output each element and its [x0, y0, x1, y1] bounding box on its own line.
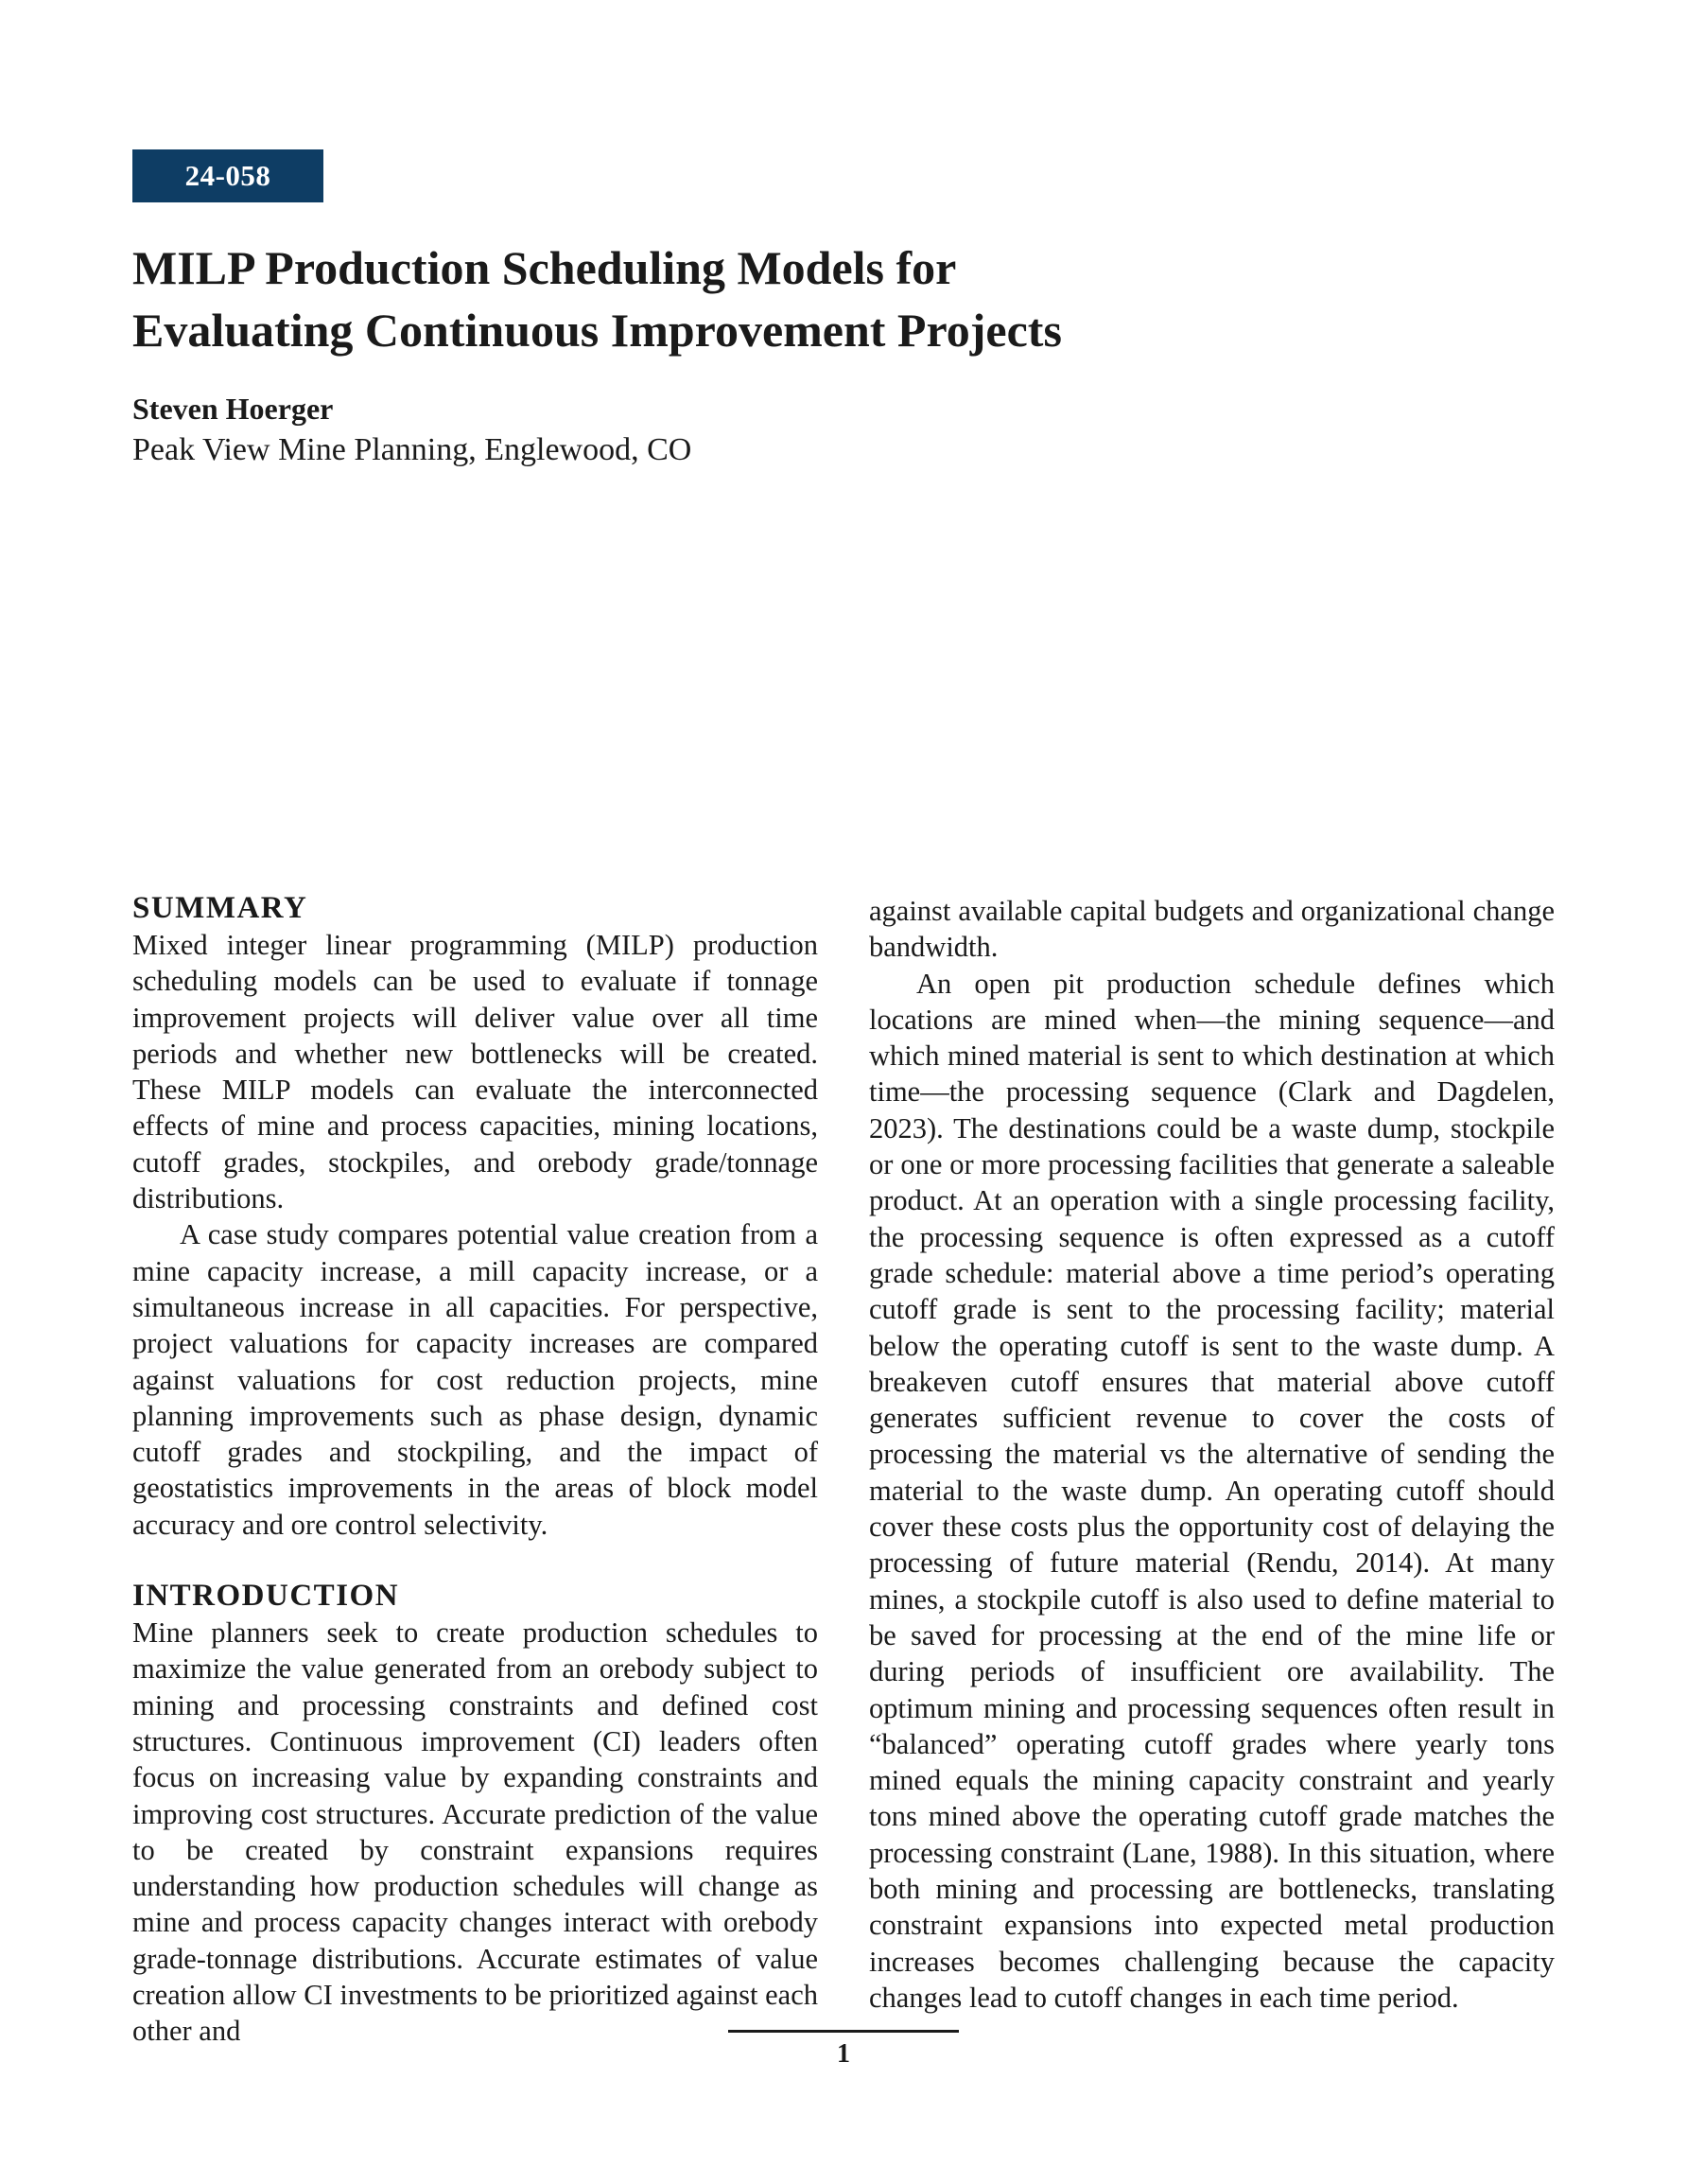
paper-number-badge: 24-058	[132, 149, 323, 202]
summary-heading: SUMMARY	[132, 891, 308, 925]
author-name: Steven Hoerger	[132, 392, 334, 426]
paper-title-line-1: MILP Production Scheduling Models for	[132, 241, 957, 294]
introduction-paragraph-1-continued: against available capital budgets and organizational change bandwidth.	[869, 895, 1555, 964]
right-column	[869, 893, 1555, 2016]
introduction-paragraph-1: Mine planners seek to create production schedules to maximize the value generated from an orebody subject to mining and processing constraints and defined cost structures. Continuous improvement (CI) leaders often focus on increasing value by expanding constraints and improving cost structures. Accurate prediction of the value to be created by constraint expansions requires understanding how production schedules will change as mine and process capacity changes interact with orebody grade-tonnage distributions. Accurate estimates of value creation allow CI investments to be prioritized against each other and	[132, 1616, 818, 2048]
summary-paragraph-2: A case study compares potential value creation from a mine capacity increase, a mill capacity increase, or a simultaneous increase in all capacities. For perspective, project valuations for capacity increases are compared against valuations for cost reduction projects, mine planning improvements such as phase design, dynamic cutoff grades and stockpiling, and the impact of geostatistics improvements in the areas of block model accuracy and ore control selectivity.	[132, 1218, 818, 1541]
introduction-heading: INTRODUCTION	[132, 1579, 400, 1614]
introduction-paragraph-2: An open pit production schedule defines which locations are mined when—the mining sequence—and which mined material is sent to which destination at which time—the processing sequence (Clark and Dagdelen, 2023). The destinations could be a waste dump, stockpile or one or more processing facilities that generate a saleable product. At an operation with a single processing facility, the processing sequence is often expressed as a cutoff grade schedule: material above a time period’s operating cutoff grade is sent to the processing facility; material below the operating cutoff is sent to the waste dump. A breakeven cutoff ensures that material above cutoff generates sufficient revenue to cover the costs of processing the material vs the alternative of sending the material to the waste dump. An operating cutoff should cover these costs plus the opportunity cost of delaying the processing of future material (Rendu, 2014). At many mines, a stockpile cutoff is also used to define material to be saved for processing at the end of the mine life or during periods of insufficient ore availability. The optimum mining and processing sequences often result in “balanced” operating cutoff grades where yearly tons mined equals the mining capacity constraint and yearly tons mined above the operating cutoff grade matches the processing constraint (Lane, 1988). In this situation, where both mining and processing are bottlenecks, translating constraint expansions into expected metal production increases becomes challenging because the capacity changes lead to cutoff changes in each time period.	[869, 967, 1555, 2014]
paper-title-line-2: Evaluating Continuous Improvement Projects	[132, 304, 1062, 357]
footer-divider	[728, 2030, 959, 2033]
author-affiliation: Peak View Mine Planning, Englewood, CO	[132, 432, 692, 467]
left-column	[132, 889, 818, 2050]
paper-title	[132, 236, 1362, 361]
page-number: 1	[837, 2039, 850, 2069]
summary-paragraph-1: Mixed integer linear programming (MILP) production scheduling models can be used to evaluate if tonnage improvement projects will deliver value over all time periods and whether new bottlenecks will be created. These MILP models can evaluate the interconnected effects of mine and process capacities, mining locations, cutoff grades, stockpiles, and orebody grade/tonnage distributions.	[132, 929, 818, 1215]
